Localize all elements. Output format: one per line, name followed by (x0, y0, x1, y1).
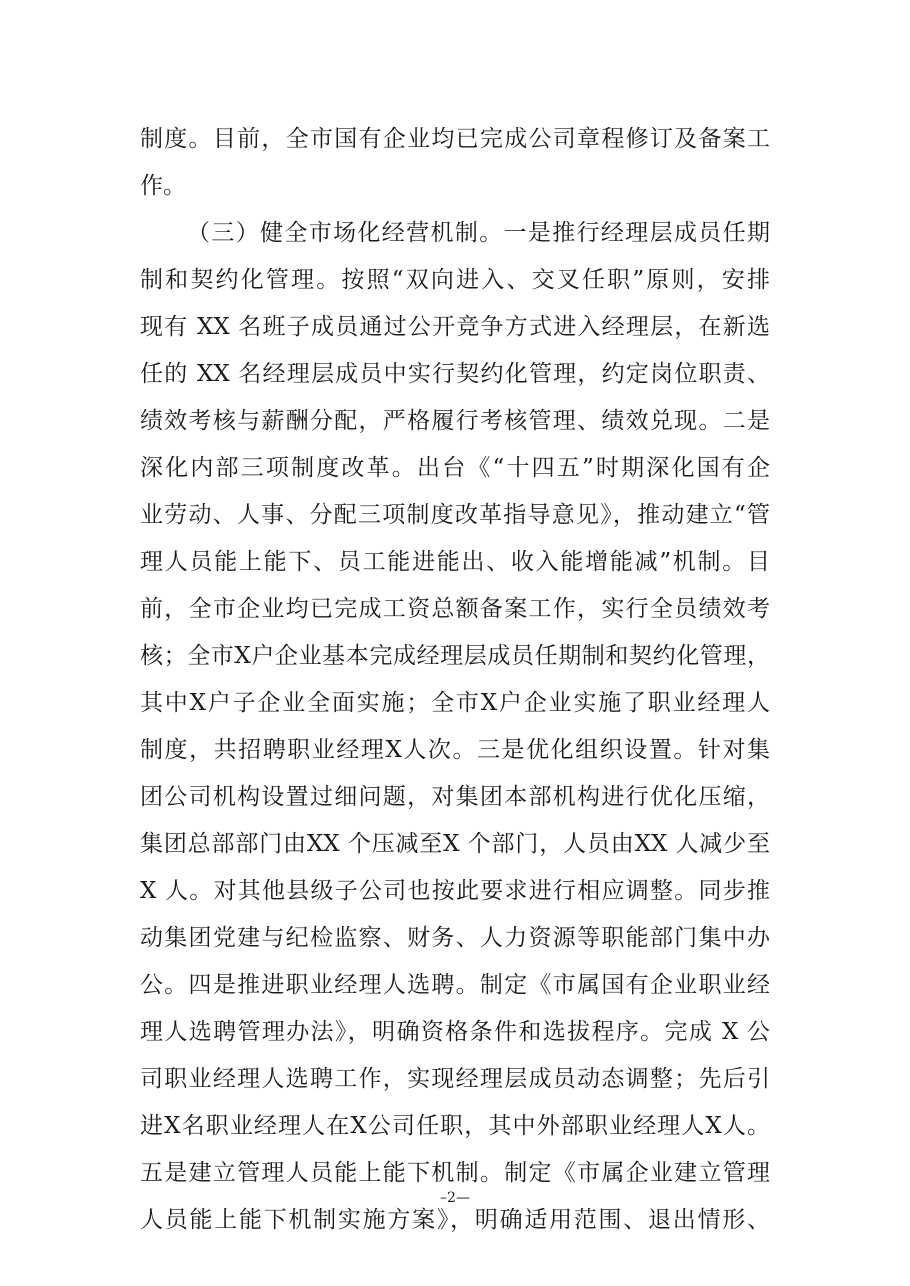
text-line: 作。 (140, 173, 186, 199)
text-line: 前，全市企业均已完成工资总额备案工作，实行全员绩效考 (140, 596, 770, 622)
body-text (140, 116, 770, 1244)
text-line: 司职业经理人选聘工作，实现经理层成员动态调整；先后引 (140, 1066, 770, 1092)
section-heading-line: （三）健全市场化经营机制。一是推行经理层成员任期 (187, 220, 770, 246)
text-line: 其中X户子企业全面实施；全市X户企业实施了职业经理人 (140, 690, 770, 716)
text-line: 理人选聘管理办法》，明确资格条件和选拔程序。完成 X 公 (140, 1019, 770, 1045)
page-number: –2— (440, 1190, 470, 1206)
text-line: 现有 XX 名班子成员通过公开竞争方式进入经理层，在新选 (140, 314, 770, 340)
text-line: 制度。目前，全市国有企业均已完成公司章程修订及备案工 (140, 126, 770, 152)
text-line: 核；全市X户企业基本完成经理层成员任期制和契约化管理， (140, 643, 770, 669)
text-line: 深化内部三项制度改革。出台《“十四五”时期深化国有企 (140, 455, 770, 481)
text-line: 绩效考核与薪酬分配，严格履行考核管理、绩效兑现。二是 (140, 408, 770, 434)
text-line: 团公司机构设置过细问题，对集团本部机构进行优化压缩， (140, 784, 770, 810)
text-line: 公。四是推进职业经理人选聘。制定《市属国有企业职业经 (140, 972, 770, 998)
text-line: 集团总部部门由XX 个压减至X 个部门，人员由XX 人减少至 (140, 831, 770, 857)
text-line: 任的 XX 名经理层成员中实行契约化管理，约定岗位职责、 (140, 361, 770, 387)
text-line: 动集团党建与纪检监察、财务、人力资源等职能部门集中办 (140, 925, 770, 951)
text-line: 五是建立管理人员能上能下机制。制定《市属企业建立管理 (140, 1160, 770, 1186)
text-line: 理人员能上能下、员工能进能出、收入能增能减”机制。目 (140, 549, 770, 575)
text-line: X 人。对其他县级子公司也按此要求进行相应调整。同步推 (140, 878, 770, 904)
text-line: 制和契约化管理。按照“双向进入、交叉任职”原则，安排 (140, 267, 770, 293)
text-line: 制度，共招聘职业经理X人次。三是优化组织设置。针对集 (140, 737, 770, 763)
text-line: 人员能上能下机制实施方案》，明确适用范围、退出情形、 (140, 1207, 770, 1233)
text-line: 业劳动、人事、分配三项制度改革指导意见》，推动建立“管 (140, 502, 770, 528)
text-line: 进X名职业经理人在X公司任职，其中外部职业经理人X人。 (140, 1113, 770, 1139)
